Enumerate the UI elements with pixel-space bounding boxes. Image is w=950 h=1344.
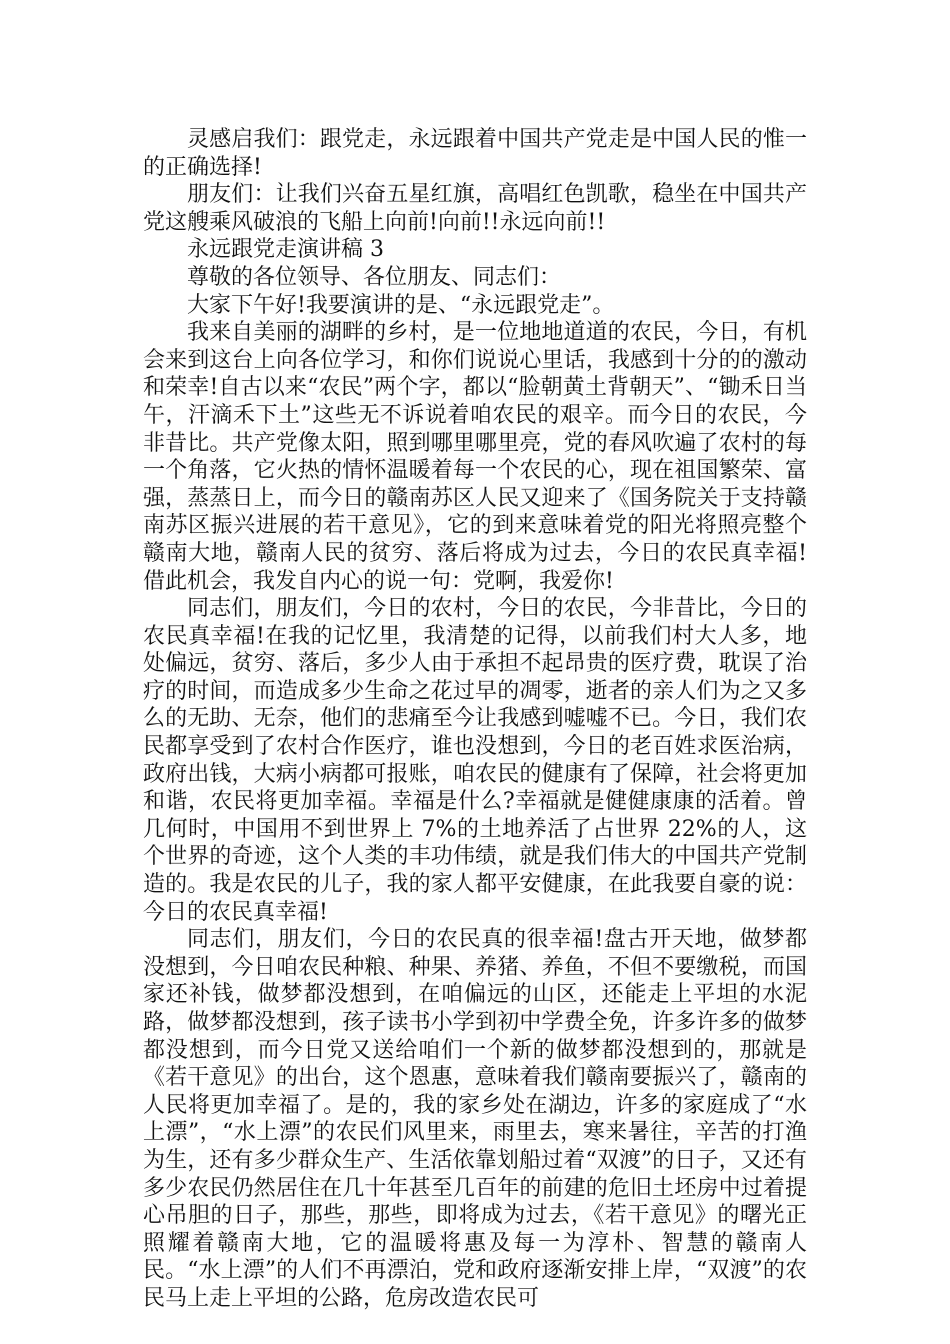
paragraph-policy: 同志们，朋友们，今日的农民真的很幸福!盘古开天地，做梦都没想到，今日咱农民种粮、种果、养猪、养鱼，不但不要缴税，而国家还补钱，做梦都没想到，在咱偏远的山区，还能走上平坦的水泥路，做梦都没想到，孩子读书小学到初中学费全免，许多许多的做梦都没想到，而今日党又送给咱们一个新的做梦都没想到的，那就是《若干意见》的出台，这个恩惠，意味着我们赣南要振兴了，赣南的人民将更加幸福了。是的，我的家乡处在湖边，许多的家庭成了“水上漂”，“水上漂”的农民们风里来，雨里去，寒来暑往，辛苦的打渔为生，还有多少群众生产、生活依靠划船过着“双渡”的日子，又还有多少农民仍然居住在几十年甚至几百年的前建的危旧土坯房中过着提心吊胆的日子，那些，那些，即将成为过去，《若干意见》的曙光正照耀着赣南大地，它的温暖将惠及每一为淳朴、智慧的赣南人民。“水上漂”的人们不再漂泊，党和政府逐渐安排上岸，“双渡”的农民马上走上平坦的公路，危房改造农民可 (143, 927, 807, 1311)
salutation: 尊敬的各位领导、各位朋友、同志们： (187, 264, 562, 290)
section-title: 永远跟党走演讲稿 3 (187, 237, 384, 263)
greeting: 大家下午好!我要演讲的是、“永远跟党走”。 (187, 292, 615, 318)
paragraph-healthcare: 同志们，朋友们，今日的农村，今日的农民，今非昔比，今日的农民真幸福!在我的记忆里，我清楚的记得，以前我们村大人多，地处偏远，贫穷、落后，多少人由于承担不起昂贵的医疗费，耽误了治疗的时间，而造成多少生命之花过早的凋零，逝者的亲人们为之又多么的无助、无奈，他们的悲痛至今让我感到嘘嘘不已。今日，我们农民都享受到了农村合作医疗，谁也没想到，今日的老百姓求医治病，政府出钱，大病小病都可报账，咱农民的健康有了保障，社会将更加和谐，农民将更加幸福。幸福是什么?幸福就是健健康康的活着。曾几何时，中国用不到世界上 7%的土地养活了占世界 22%的人，这个世界的奇迹，这个人类的丰功伟绩，就是我们伟大的中国共产党制造的。我是农民的儿子，我的家人都平安健康，在此我要自豪的说：今日的农民真幸福! (143, 596, 807, 925)
document-page (143, 126, 807, 1313)
paragraph-1: 灵感启我们：跟党走，永远跟着中国共产党走是中国人民的惟一的正确选择! (143, 127, 807, 180)
paragraph-2: 朋友们：让我们兴奋五星红旗，高唱红色凯歌，稳坐在中国共产党这艘乘风破浪的飞船上向前!向前!!永远向前!! (143, 182, 807, 235)
paragraph-intro: 我来自美丽的湖畔的乡村，是一位地地道道的农民，今日，有机会来到这台上向各位学习，和你们说说心里话，我感到十分的的激动和荣幸!自古以来“农民”两个字，都以“脸朝黄土背朝天”、“锄禾日当午，汗滴禾下土”这些无不诉说着咱农民的艰辛。而今日的农民，今非昔比。共产党像太阳，照到哪里哪里亮，党的春风吹遍了农村的每一个角落，它火热的情怀温暖着每一个农民的心，现在祖国繁荣、富强，蒸蒸日上，而今日的赣南苏区人民又迎来了《国务院关于支持赣南苏区振兴进展的若干意见》，它的到来意味着党的阳光将照亮整个赣南大地，赣南人民的贫穷、落后将成为过去，今日的农民真幸福!借此机会，我发自内心的说一句：党啊，我爱你! (143, 320, 807, 594)
